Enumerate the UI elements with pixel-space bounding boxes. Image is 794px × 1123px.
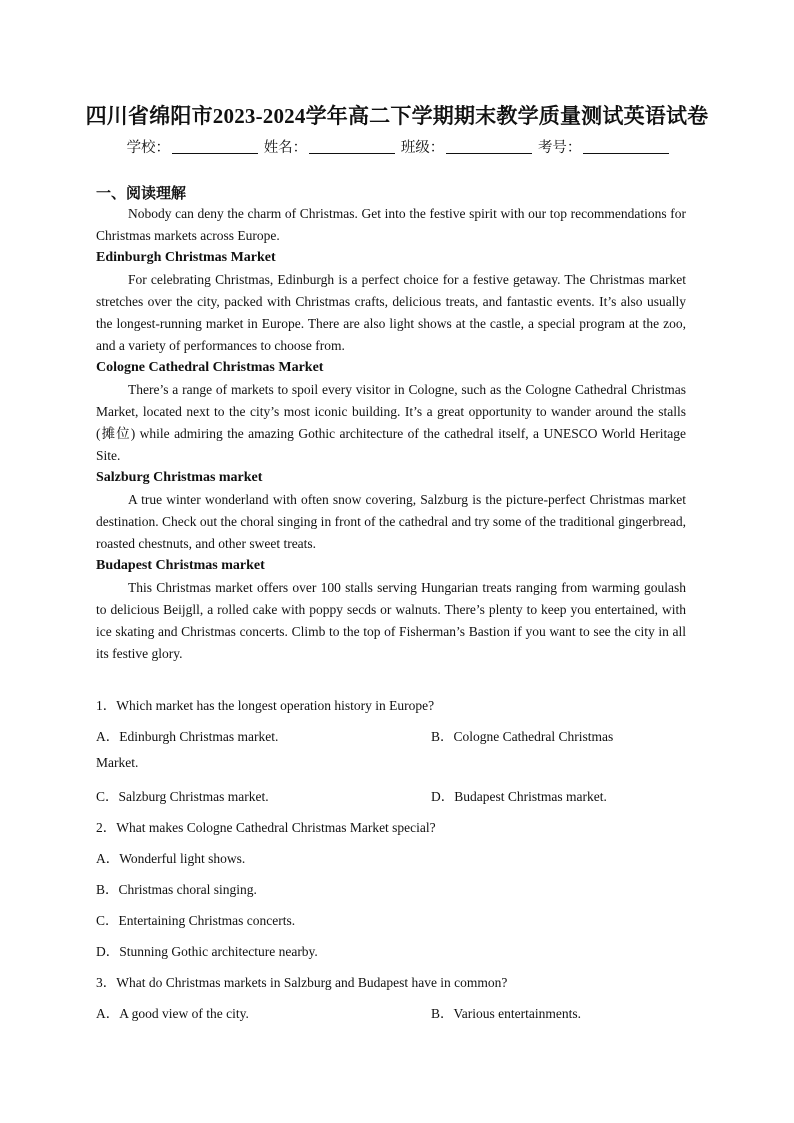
question-2-stem: 2．What makes Cologne Cathedral Christmas Market special? bbox=[96, 820, 436, 835]
market-heading-budapest: Budapest Christmas market bbox=[96, 558, 265, 573]
question-2-option-d[interactable]: D．Stunning Gothic architecture nearby. bbox=[96, 944, 318, 959]
school-label: 学校： bbox=[126, 140, 171, 156]
question-1-stem: 1．Which market has the longest operation history in Europe? bbox=[96, 698, 435, 713]
intro-paragraph: Nobody can deny the charm of Christmas. Get into the festive spirit with our top recommendations for Christmas markets across Europe. bbox=[96, 206, 686, 243]
question-1-option-b-continued[interactable]: Market. bbox=[96, 755, 139, 770]
class-label: 班级： bbox=[400, 140, 445, 156]
question-1-option-b[interactable]: B．Cologne Cathedral Christmas bbox=[431, 729, 614, 744]
class-blank[interactable] bbox=[446, 141, 532, 154]
page-title: 四川省绵阳市2023-2024学年高二下学期期末教学质量测试英语试卷 bbox=[85, 104, 709, 128]
question-1-option-c[interactable]: C．Salzburg Christmas market. bbox=[96, 789, 269, 804]
market-text-budapest: This Christmas market offers over 100 stalls serving Hungarian treats ranging from warming goulash to delicious Beijgll, a rolled cake with poppy secds or walnuts. There’s plenty to keep you entertained, with ice skating and Christmas concerts. Climb to the top of Fisherman’s Bastion if you want to see the city in all its festive glory. bbox=[96, 580, 686, 661]
reading-passage bbox=[96, 203, 686, 665]
name-blank[interactable] bbox=[309, 141, 395, 154]
question-2-option-a[interactable]: A．Wonderful light shows. bbox=[96, 851, 246, 866]
question-2-option-c[interactable]: C．Entertaining Christmas concerts. bbox=[96, 913, 296, 928]
market-text-edinburgh: For celebrating Christmas, Edinburgh is a perfect choice for a festive getaway. The Christmas market stretches over the city, packed with Christmas crafts, delicious treats, and fantastic events. It’s also usually the longest-running market in Europe. There are also light shows at the castle, a special program at the zoo, and a variety of performances to choose from. bbox=[96, 272, 686, 353]
market-heading-edinburgh: Edinburgh Christmas Market bbox=[96, 250, 276, 265]
question-2-option-b[interactable]: B．Christmas choral singing. bbox=[96, 882, 257, 897]
exam-number-label: 考号： bbox=[537, 140, 582, 156]
name-label: 姓名： bbox=[263, 140, 308, 156]
market-text-cologne: There’s a range of markets to spoil every visitor in Cologne, such as the Cologne Cathedral Christmas Market, located next to the city’s most iconic building. It’s a great opportunity to wander around the stalls (摊位) while admiring the amazing Gothic architecture of the cathedral itself, a UNESCO World Heritage Site. bbox=[96, 382, 686, 463]
student-info-line bbox=[0, 136, 794, 157]
question-1-option-a[interactable]: A．Edinburgh Christmas market. bbox=[96, 729, 279, 744]
question-3-option-a[interactable]: A．A good view of the city. bbox=[96, 1006, 249, 1021]
section-title: 一、阅读理解 bbox=[96, 186, 187, 202]
market-heading-cologne: Cologne Cathedral Christmas Market bbox=[96, 360, 324, 375]
exam-number-blank[interactable] bbox=[583, 141, 669, 154]
school-blank[interactable] bbox=[172, 141, 258, 154]
market-text-salzburg: A true winter wonderland with often snow covering, Salzburg is the picture-perfect Christmas market destination. Check out the choral singing in front of the cathedral and try some of the traditional gingerbread, roasted chestnuts, and other sweet treats. bbox=[96, 492, 686, 551]
question-3-option-b[interactable]: B．Various entertainments. bbox=[431, 1006, 581, 1021]
question-1-option-d[interactable]: D．Budapest Christmas market. bbox=[431, 789, 607, 804]
question-3-stem: 3．What do Christmas markets in Salzburg and Budapest have in common? bbox=[96, 975, 508, 990]
market-heading-salzburg: Salzburg Christmas market bbox=[96, 470, 263, 485]
